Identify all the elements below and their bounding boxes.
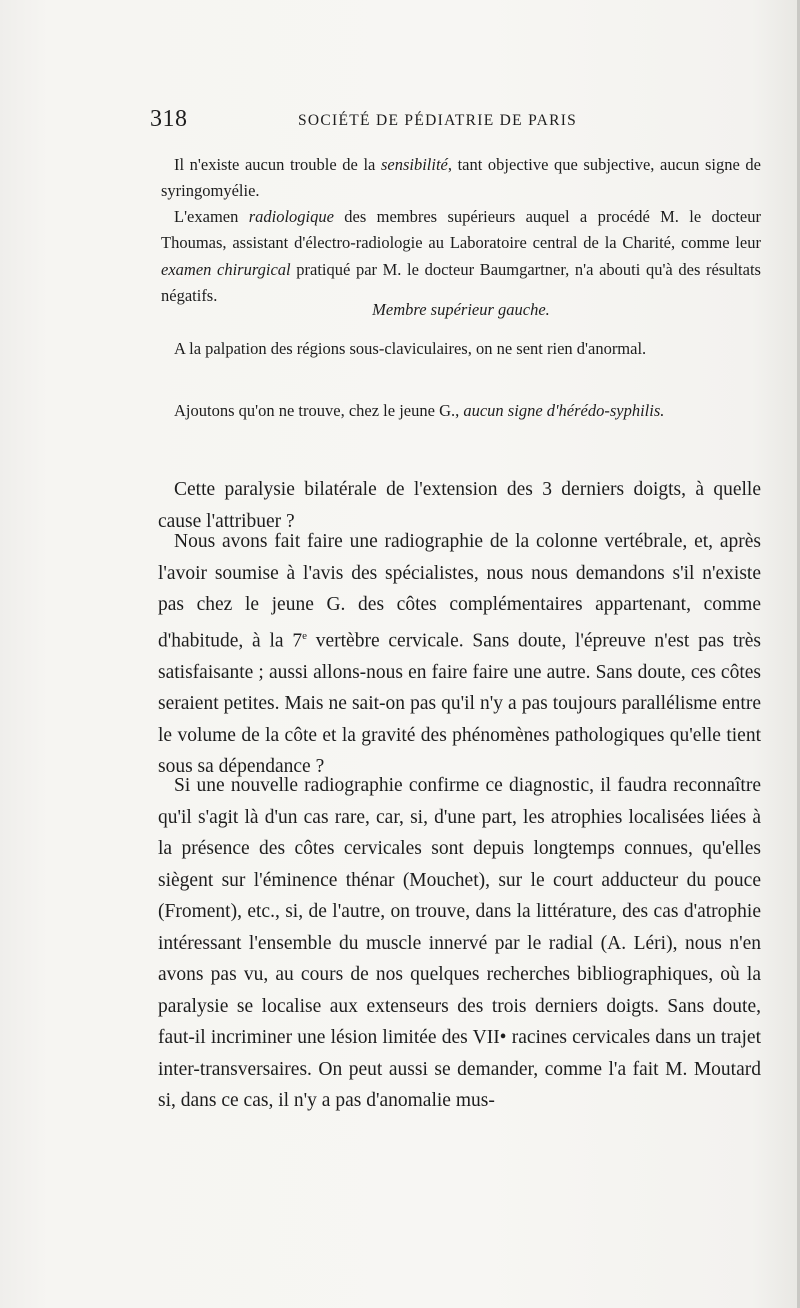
emphasis-heredo-syphilis: aucun signe d'hérédo-syphilis. (463, 401, 665, 420)
paragraph-palpation: A la palpation des régions sous-claviculaires, on ne sent rien d'anormal. (174, 339, 647, 358)
paragraph-paralysie: Cette paralysie bilatérale de l'extension des 3 derniers doigts, à quelle cause l'attribuer ? (158, 479, 761, 532)
paragraph-heredo: Ajoutons qu'on ne trouve, chez le jeune G., aucun signe d'hérédo-syphilis. (174, 401, 665, 420)
superscript-e: e (302, 629, 307, 642)
page-header (150, 106, 760, 136)
page-number: 318 (150, 106, 188, 132)
emphasis-examen-chirurgical: examen chirurgical (161, 259, 291, 279)
paragraph-radiographie: Nous avons fait faire une radiographie de la colonne vertébrale, et, après l'avoir soumise à l'avis des spécialistes, nous nous demandons s'il n'existe pas chez le jeune G. des côtes complémentaires appartenant, comme d'habitude, à la 7e vertèbre cervicale. Sans doute, l'épreuve n'est pas très satisfaisante ; aussi allons-nous en faire faire une autre. Sans doute, ces côtes seraient petites. Mais ne sait-on pas qu'il n'y a pas toujours parallélisme entre le volume de la côte et la gravité des phénomènes pathologiques qu'elle tient sous sa dépendance ? (158, 531, 761, 777)
subheading: Membre supérieur gauche. (372, 300, 550, 319)
emphasis-sensibilite: sensibilité (380, 155, 448, 174)
running-head: SOCIÉTÉ DE PÉDIATRIE DE PARIS (298, 112, 578, 129)
paragraph-diagnostic: Si une nouvelle radiographie confirme ce diagnostic, il faudra reconnaître qu'il s'agit là d'un cas rare, car, si, d'une part, les atrophies localisées liées à la présence des côtes cervicales sont depuis longtemps connues, qu'elles siègent sur l'éminence thénar (Mouchet), sur le court adducteur du pouce (Froment), etc., si, de l'autre, on trouve, dans la littérature, des cas d'atrophie intéressant l'ensemble du muscle innervé par le radial (A. Léri), nous n'en avons pas vu, au cours de nos quelques recherches bibliographiques, où la paralysie se localise aux extenseurs des trois derniers doigts. Sans doute, faut-il incriminer une lésion limitée des VII• racines cervicales dans un trajet inter-transversaires. On peut aussi se demander, comme l'a fait M. Moutard si, dans ce cas, il n'y a pas d'anomalie mus- (158, 775, 761, 1111)
paragraph-radiologique: L'examen radiologique des membres supérieurs auquel a procédé M. le docteur Thoumas, assistant d'électro-radiologie au Laboratoire central de la Charité, comme leur examen chirurgical pratiqué par M. le docteur Baumgartner, n'a abouti qu'à des résultats négatifs. (161, 207, 761, 306)
emphasis-radiologique: radiologique (248, 207, 334, 226)
paragraph-sensibilite: Il n'existe aucun trouble de la sensibilité, tant objective que subjective, aucun signe de syringomyélie. (161, 155, 761, 201)
